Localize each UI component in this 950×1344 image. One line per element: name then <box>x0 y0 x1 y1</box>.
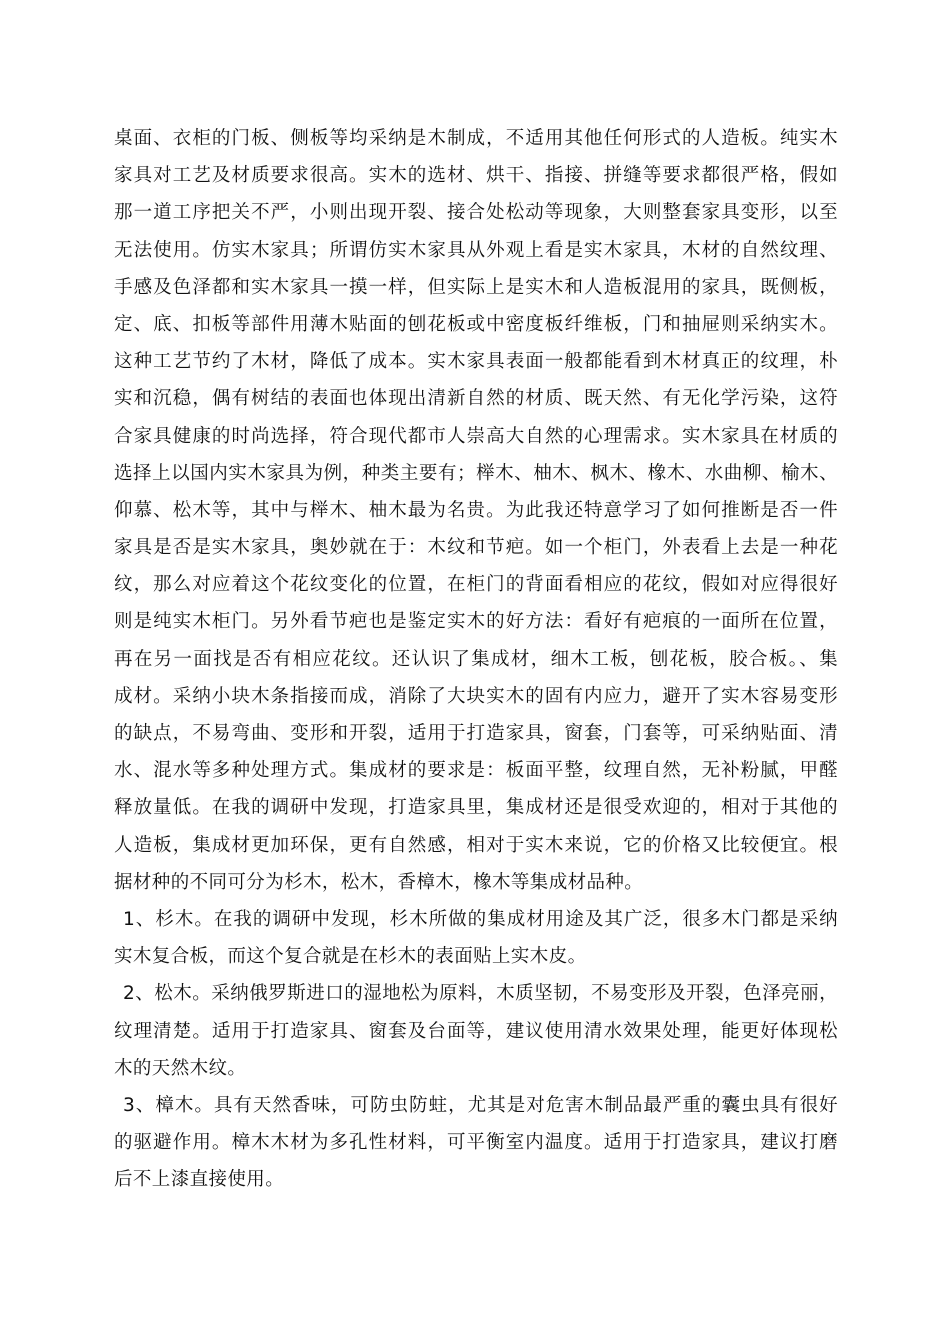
text-line: 据材种的不同可分为杉木，松木，香樟木，橡木等集成材品种。 <box>114 871 644 893</box>
text-line: 仰慕、松木等，其中与榉木、柚木最为名贵。为此我还特意学习了如何推断是否一件 <box>114 499 838 521</box>
text-line: 的缺点，不易弯曲、变形和开裂，适用于打造家具，窗套，门套等，可采纳贴面、清 <box>114 723 838 744</box>
text-line: 后不上漆直接使用。 <box>114 1169 285 1191</box>
text-line: 定、底、扣板等部件用薄木贴面的刨花板或中密度板纤维板，门和抽屉则采纳实木。 <box>114 313 838 335</box>
text-line: 手感及色泽都和实木家具一摸一样，但实际上是实木和人造板混用的家具，既侧板， <box>114 276 838 298</box>
text-line: 的驱避作用。樟木木材为多孔性材料，可平衡室内温度。适用于打造家具，建议打磨 <box>114 1132 838 1154</box>
text-line: 人造板，集成材更加环保，更有自然感，相对于实木来说，它的价格又比较便宜。根 <box>114 834 838 856</box>
text-line: 释放量低。在我的调研中发现，打造家具里，集成材还是很受欢迎的，相对于其他的 <box>114 797 838 819</box>
text-line: 3、樟木。具有天然香味，可防虫防蛀，尤其是对危害木制品最严重的囊虫具有很好 <box>123 1094 838 1116</box>
text-line: 家具是否是实木家具，奥妙就在于：木纹和节疤。如一个柜门，外表看上去是一种花 <box>114 537 838 559</box>
text-line: 实和沉稳，偶有树结的表面也体现出清新自然的材质、既天然、有无化学污染，这符 <box>114 388 838 410</box>
text-line: 2、松木。采纳俄罗斯进口的湿地松为原料，木质坚韧，不易变形及开裂，色泽亮丽， <box>123 983 838 1005</box>
text-line: 桌面、衣柜的门板、侧板等均采纳是木制成，不适用其他任何形式的人造板。纯实木 <box>114 128 838 149</box>
text-line: 则是纯实木柜门。另外看节疤也是鉴定实木的好方法：看好有疤痕的一面所在位置， <box>114 611 838 633</box>
text-line: 无法使用。仿实木家具；所谓仿实木家具从外观上看是实木家具，木材的自然纹理、 <box>114 239 838 261</box>
text-line: 实木复合板，而这个复合就是在杉木的表面贴上实木皮。 <box>114 946 587 968</box>
text-line: 纹理清楚。适用于打造家具、窗套及台面等，建议使用清水效果处理，能更好体现松 <box>114 1020 838 1042</box>
text-line: 这种工艺节约了木材，降低了成本。实木家具表面一般都能看到木材真正的纹理，朴 <box>114 351 838 373</box>
text-line: 再在另一面找是否有相应花纹。还认识了集成材，细木工板，刨花板，胶合板。、集 <box>114 648 838 670</box>
text-line: 那一道工序把关不严，小则出现开裂、接合处松动等现象，大则整套家具变形，以至 <box>114 202 838 224</box>
text-line: 1、杉木。在我的调研中发现，杉木所做的集成材用途及其广泛，很多木门都是采纳 <box>123 908 838 930</box>
text-line: 合家具健康的时尚选择，符合现代都市人崇高大自然的心理需求。实木家具在材质的 <box>114 425 838 447</box>
text-line: 水、混水等多种处理方式。集成材的要求是：板面平整，纹理自然，无补粉腻，甲醛 <box>114 760 838 782</box>
text-line: 木的天然木纹。 <box>114 1057 247 1079</box>
body-text <box>114 120 838 1198</box>
text-line: 选择上以国内实木家具为例，种类主要有；榉木、柚木、枫木、橡木、水曲柳、榆木、 <box>114 462 838 484</box>
text-line: 成材。采纳小块木条指接而成，消除了大块实木的固有内应力，避开了实木容易变形 <box>114 685 838 707</box>
text-line: 家具对工艺及材质要求很高。实木的选材、烘干、指接、拼缝等要求都很严格，假如 <box>114 165 838 187</box>
text-line: 纹，那么对应着这个花纹变化的位置，在柜门的背面看相应的花纹，假如对应得很好 <box>114 574 838 596</box>
